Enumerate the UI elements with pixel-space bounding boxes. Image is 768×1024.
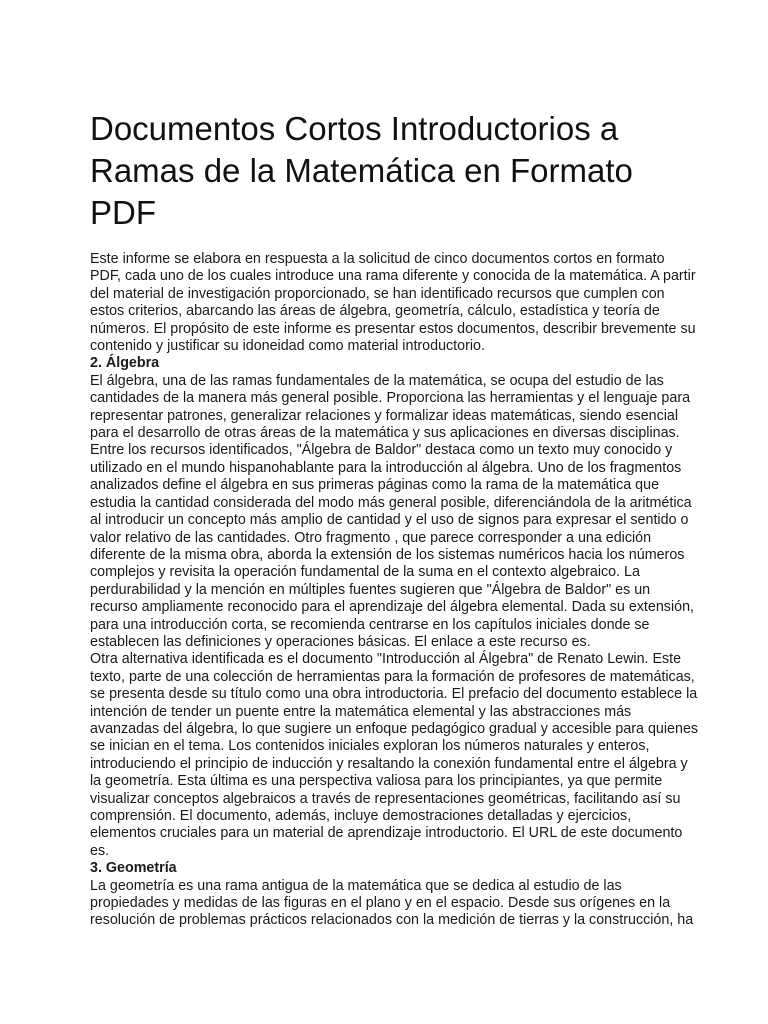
body-text-line: recurso ampliamente reconocido para el aprendizaje del álgebra elemental. Dada su extensión, [90, 599, 695, 616]
body-text-line: Este informe se elabora en respuesta a la solicitud de cinco documentos cortos en formato [90, 251, 665, 267]
section-heading: 3. Geometría [90, 860, 177, 877]
body-text-line: Otra alternativa identificada es el documento "Introducción al Álgebra" de Renato Lewin. Este [90, 651, 682, 668]
body-text-line: números. El propósito de este informe es presentar estos documentos, describir brevemente su [90, 320, 696, 337]
body-text-line: contenido y justificar su idoneidad como material introductorio. [90, 338, 485, 355]
body-text-line: avanzadas del álgebra, lo que sugiere un enfoque pedagógico gradual y accesible para quienes [90, 720, 699, 737]
body-text-line: estos criterios, abarcando las áreas de álgebra, geometría, cálculo, estadística y teoría de [90, 303, 660, 320]
document-title: Documentos Cortos Introductorios a Ramas de la Matemática en Formato PDF [90, 110, 633, 231]
body-text-line: El álgebra, una de las ramas fundamentales de la matemática, se ocupa del estudio de las [90, 372, 664, 389]
body-text-line: diferente de la misma obra, aborda la extensión de los sistemas numéricos hacia los números [90, 546, 685, 563]
body-text-line: utilizado en el mundo hispanohablante para la introducción al álgebra. Uno de los fragmentos [90, 459, 682, 476]
body-text-line: para el desarrollo de otras áreas de la matemática y sus aplicaciones en diversas disciplinas. [90, 425, 680, 442]
body-text-line: complejos y revisita la operación fundamental de la suma en el contexto algebraico. La [90, 564, 640, 581]
body-text-line: para una introducción corta, se recomienda centrarse en los capítulos iniciales donde se [90, 616, 650, 633]
body-text-line: representar patrones, generalizar relaciones y formalizar ideas matemáticas, siendo esencial [90, 407, 679, 424]
body-text-line: se inician en el tema. Los contenidos iniciales exploran los números naturales y enteros, [90, 738, 650, 755]
section-heading: 2. Álgebra [90, 355, 160, 372]
body-text-line: La geometría es una rama antigua de la matemática que se dedica al estudio de las [90, 877, 622, 894]
body-text-line: PDF, cada uno de los cuales introduce una rama diferente y conocida de la matemática. A partir [90, 268, 696, 285]
document-content [90, 108, 699, 930]
body-text-line: del material de investigación proporcionado, se han identificado recursos que cumplen con [90, 285, 665, 302]
body-text-line: elementos cruciales para un material de aprendizaje introductorio. El URL de este documento [90, 825, 683, 842]
body-text-line: perdurabilidad y la mención en múltiples fuentes sugieren que "Álgebra de Baldor" es un [90, 581, 651, 598]
body-text-line: se presenta desde su título como una obra introductoria. El prefacio del documento establece la [90, 686, 698, 703]
body-text-line: establecen las definiciones y operaciones básicas. El enlace a este recurso es. [90, 633, 591, 650]
body-text-line: propiedades y medidas de las figuras en el plano y en el espacio. Desde sus orígenes en la [90, 895, 671, 912]
body-text-line: Entre los recursos identificados, "Álgebra de Baldor" destaca como un texto muy conocido y [90, 442, 673, 459]
document-body [90, 251, 699, 930]
body-text-line: introduciendo el principio de inducción y resaltando la conexión fundamental entre el álgebra y [90, 755, 688, 772]
body-text-line: analizados define el álgebra en sus primeras páginas como la rama de la matemática que [90, 477, 660, 494]
body-text-line: estudia la cantidad considerada del modo más general posible, diferenciándola de la aritmética [90, 494, 692, 511]
body-text-line: texto, parte de una colección de herramientas para la formación de profesores de matemáticas, [90, 668, 695, 685]
body-text-line: al introducir un concepto más amplio de cantidad y el uso de signos para expresar el sentido o [90, 512, 689, 529]
body-text-line: comprensión. El documento, además, incluye demostraciones detalladas y ejercicios, [90, 808, 632, 824]
body-text-line: valor relativo de las cantidades. Otro fragmento , que parece corresponder a una edición [90, 529, 652, 546]
body-text-line: es. [90, 842, 110, 859]
body-text-line: resolución de problemas prácticos relacionados con la medición de tierras y la construcción, ha [90, 912, 694, 929]
body-text-line: intención de tender un puente entre la matemática elemental y las abstracciones más [90, 703, 632, 720]
body-text-line: visualizar conceptos algebraicos a través de representaciones geométricas, facilitando así su [90, 790, 681, 807]
body-text-line: cantidades de la manera más general posible. Proporciona las herramientas y el lenguaje para [90, 390, 691, 407]
body-text-line: la geometría. Esta última es una perspectiva valiosa para los principiantes, ya que permite [90, 773, 663, 790]
